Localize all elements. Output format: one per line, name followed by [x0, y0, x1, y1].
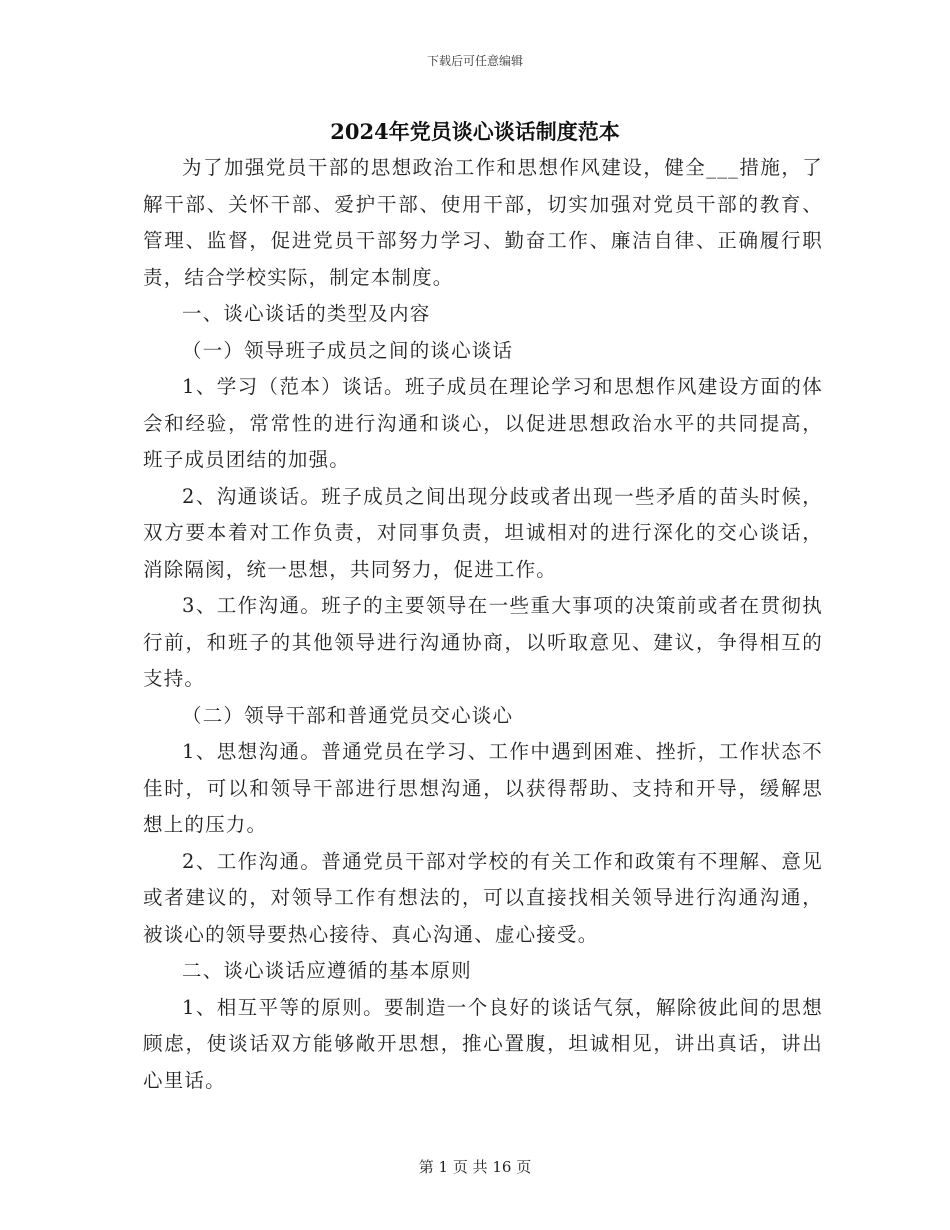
- paragraph-equality-principle: 1、相互平等的原则。要制造一个良好的谈话气氛，解除彼此间的思想顾虑，使谈话双方能够敞开思想，推心置腹，坦诚相见，讲出真话，讲出心里话。: [143, 995, 823, 1092]
- paragraph-work-communication: 3、工作沟通。班子的主要领导在一些重大事项的决策前或者在贯彻执行前，和班子的其他领导进行沟通协商，以听取意见、建议，争得相互的支持。: [143, 594, 823, 690]
- page-number: 第 1 页 共 16 页: [418, 1158, 532, 1176]
- subsection-heading-1: （一）领导班子成员之间的谈心谈话: [182, 338, 514, 362]
- paragraph-thought-communication: 1、思想沟通。普通党员在学习、工作中遇到困难、挫折，工作状态不佳时，可以和领导干部进行思想沟通，以获得帮助、支持和开导，缓解思想上的压力。: [143, 740, 823, 836]
- document-title: 2024年党员谈心谈话制度范本: [330, 119, 620, 144]
- paragraph-intro: 为了加强党员干部的思想政治工作和思想作风建设，健全___措施，了解干部、关怀干部、爱护干部、使用干部，切实加强对党员干部的教育、管理、监督，促进党员干部努力学习、勤奋工作、廉洁自律、正确履行职责，结合学校实际，制定本制度。: [143, 156, 823, 289]
- header-note: 下载后可任意编辑: [426, 54, 523, 68]
- paragraph-study-talk: 1、学习（范本）谈话。班子成员在理论学习和思想作风建设方面的体会和经验，常常性的进行沟通和谈心，以促进思想政治水平的共同提高，班子成员团结的加强。: [143, 375, 823, 471]
- section-heading-2: 二、谈心谈话应遵循的基本原则: [182, 959, 472, 982]
- paragraph-work-communication-2: 2、工作沟通。普通党员干部对学校的有关工作和政策有不理解、意见或者建议的，对领导工作有想法的，可以直接找相关领导进行沟通沟通，被谈心的领导要热心接待、真心沟通、虚心接受。: [143, 849, 823, 946]
- document-body: [143, 150, 823, 1099]
- section-heading-1: 一、谈心谈话的类型及内容: [182, 302, 431, 325]
- paragraph-communication-talk: 2、沟通谈话。班子成员之间出现分歧或者出现一些矛盾的苗头时候，双方要本着对工作负责，对同事负责，坦诚相对的进行深化的交心谈话，消除隔阂，统一思想，共同努力，促进工作。: [143, 484, 823, 581]
- subsection-heading-2: （二）领导干部和普通党员交心谈心: [182, 703, 514, 727]
